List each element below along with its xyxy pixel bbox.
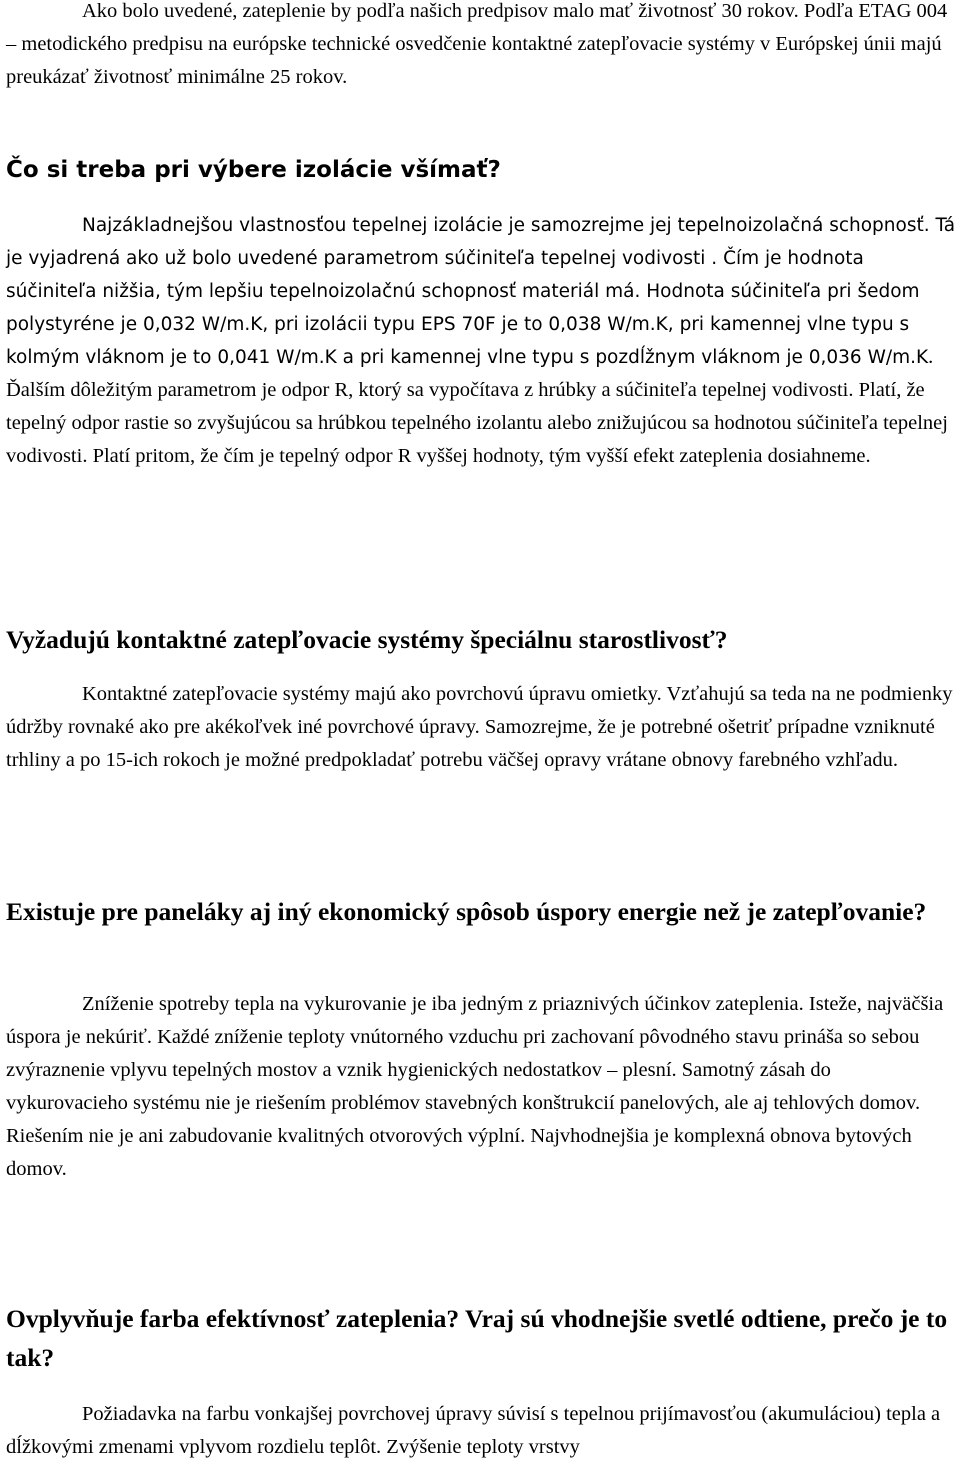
heading-energy-savings: Existuje pre paneláky aj iný ekonomický spôsob úspory energie než je zatepľovanie?	[6, 897, 927, 926]
intro-paragraph: Ako bolo uvedené, zateplenie by podľa našich predpisov malo mať životnosť 30 rokov. Podľa ETAG 004 – metodického predpisu na európske technické osvedčenie kontaktné zatepľovacie systémy v Európskej únii majú preukázať životnosť minimálne 25 rokov.	[6, 0, 948, 88]
heading-maintenance: Vyžadujú kontaktné zatepľovacie systémy špeciálnu starostlivosť?	[6, 625, 728, 654]
color-efficiency-paragraph: Požiadavka na farbu vonkajšej povrchovej úpravy súvisí s tepelnou prijímavosťou (akumuláciou) tepla a dĺžkovými zmenami vplyvom rozdielu teplôt. Zvýšenie teploty vrstvy	[6, 1403, 941, 1458]
heading-color-efficiency: Ovplyvňuje farba efektívnosť zateplenia? Vraj sú vhodnejšie svetlé odtiene, prečo je to tak?	[6, 1304, 948, 1372]
heading-insulation-selection: Čo si treba pri výbere izolácie všímať?	[6, 157, 501, 183]
insulation-paragraph-part1: Najzákladnejšou vlastnosťou tepelnej izolácie je samozrejme jej tepelnoizolačná schopnosť. Tá je vyjadrená ako už bolo uvedené parametrom súčiniteľa tepelnej vodivosti . Čím je hodnota súčiniteľa nižšia, tým lepšiu tepelnoizolačnú schopnosť materiál má. Hodnota súčiniteľa pri šedom polystyréne je 0,032 W/m.K, pri izolácii typu EPS 70F je to 0,038 W/m.K, pri kamennej vlne typu s kolmým vláknom je to 0,041 W/m.K a pri kamennej vlne typu s pozdĺžnym vláknom je 0,036 W/m.K	[6, 215, 956, 368]
insulation-paragraph	[6, 209, 956, 473]
maintenance-paragraph: Kontaktné zatepľovacie systémy majú ako povrchovú úpravu omietky. Vzťahujú sa teda na ne podmienky údržby rovnaké ako pre akékoľvek iné povrchové úpravy. Samozrejme, že je potrebné ošetriť prípadne vzniknuté trhliny a po 15-ich rokoch je možné predpokladať potrebu väčšej opravy vrátane obnovy farebného vzhľadu.	[6, 683, 953, 771]
energy-savings-paragraph: Zníženie spotreby tepla na vykurovanie je iba jedným z priaznivých účinkov zateplenia. Isteže, najväčšia úspora je nekúriť. Každé zníženie teploty vnútorného vzduchu pri zachovaní pôvodného stavu prináša so sebou zvýraznenie vplyvu tepelných mostov a vznik hygienických nedostatkov – plesní. Samotný zásah do vykurovacieho systému nie je riešením problémov stavebných konštrukcií panelových, ale aj tehlových domov. Riešením nie je ani zabudovanie kvalitných otvorových výplní. Najvhodnejšia je komplexná obnova bytových domov.	[6, 993, 944, 1180]
insulation-paragraph-part2: . Ďalším dôležitým parametrom je odpor R, ktorý sa vypočítava z hrúbky a súčiniteľa tepelnej vodivosti. Platí, že tepelný odpor rastie so zvyšujúcou sa hrúbkou tepelného izolantu alebo znižujúcou sa hodnotou súčiniteľa tepelnej vodivosti. Platí pritom, že čím je tepelný odpor R vyššej hodnoty, tým vyšší efekt zateplenia dosiahneme.	[6, 346, 948, 467]
